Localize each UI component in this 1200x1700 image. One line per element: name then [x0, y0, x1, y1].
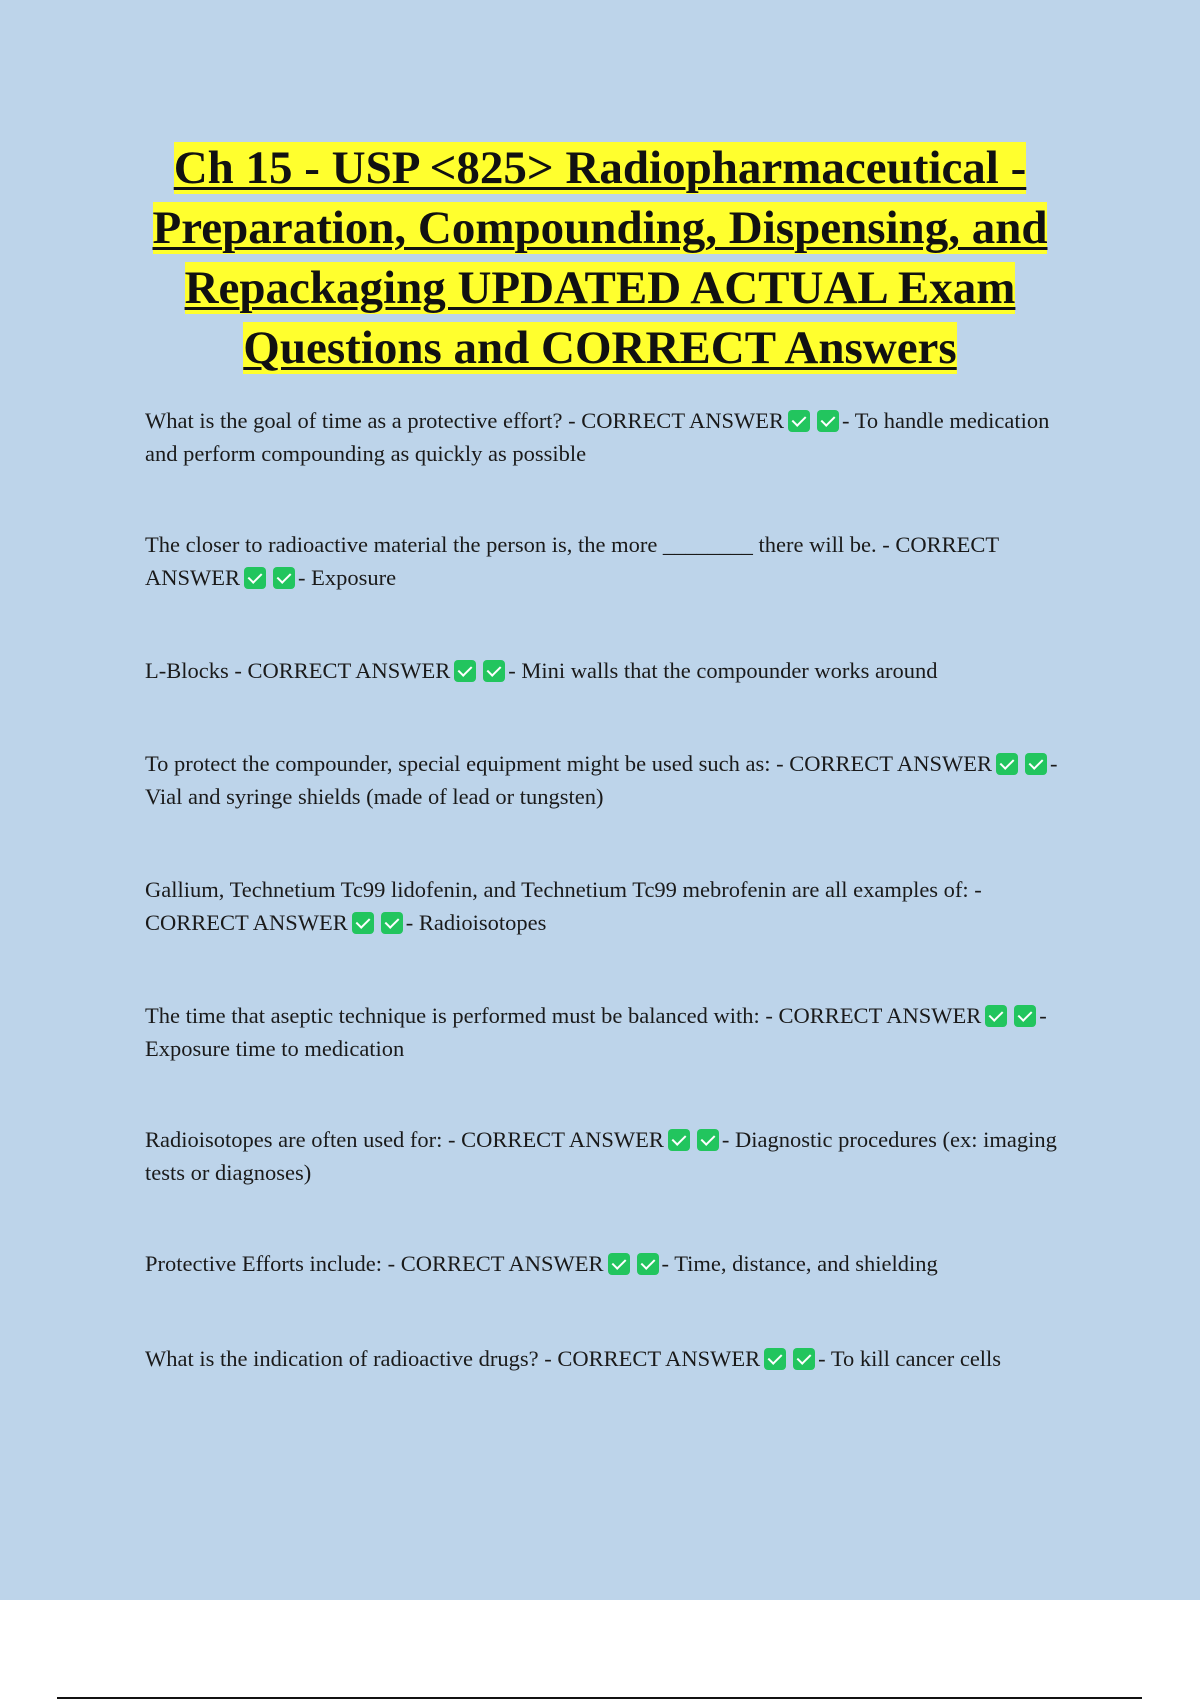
qa-item [145, 1247, 1085, 1280]
question-text: To protect the compounder, special equipment might be used such as: - [145, 751, 790, 776]
answer-text: - Time, distance, and shielding [661, 1251, 938, 1276]
check-icon [1025, 753, 1047, 775]
check-icon [637, 1253, 659, 1275]
correct-answer-label: CORRECT ANSWER [145, 910, 348, 935]
answer-text: - Radioisotopes [405, 910, 547, 935]
check-icon [764, 1348, 786, 1370]
question-text: What is the goal of time as a protective effort? - [145, 408, 582, 433]
qa-list [145, 404, 1085, 1375]
qa-item [145, 747, 1085, 813]
question-text: The time that aseptic technique is performed must be balanced with: - [145, 1003, 779, 1028]
check-icon [793, 1348, 815, 1370]
correct-answer-label: CORRECT ANSWER [461, 1127, 664, 1152]
check-icon [668, 1129, 690, 1151]
question-text: The closer to radioactive material the person is, the more ________ there will be. - [145, 532, 896, 557]
answer-text: - Exposure [298, 565, 397, 590]
qa-item [145, 1123, 1085, 1189]
check-icon [454, 660, 476, 682]
footer-divider [57, 1697, 1142, 1699]
qa-item [145, 873, 1085, 939]
check-icon [273, 567, 295, 589]
qa-item [145, 1342, 1085, 1375]
check-icon [985, 1005, 1007, 1027]
check-icon [1014, 1005, 1036, 1027]
qa-item [145, 654, 1085, 687]
answer-text: - Diagnostic procedures (ex: imaging tests or diagnoses) [145, 1127, 1057, 1185]
check-icon [697, 1129, 719, 1151]
check-icon [483, 660, 505, 682]
qa-item [145, 404, 1085, 470]
question-text: Gallium, Technetium Tc99 lidofenin, and Technetium Tc99 mebrofenin are all examples of: - [145, 877, 982, 902]
correct-answer-label: CORRECT ANSWER [778, 1003, 982, 1028]
question-text: What is the indication of radioactive drugs? - [145, 1346, 558, 1371]
document-title [110, 138, 1090, 378]
correct-answer-label: CORRECT ANSWER [557, 1346, 761, 1371]
question-text: Radioisotopes are often used for: - [145, 1127, 462, 1152]
answer-text: - To kill cancer cells [818, 1346, 1002, 1371]
qa-item [145, 528, 1085, 594]
answer-text: - Mini walls that the compounder works around [508, 658, 938, 683]
check-icon [244, 567, 266, 589]
correct-answer-label: CORRECT ANSWER [400, 1251, 604, 1276]
check-icon [381, 912, 403, 934]
correct-answer-label: CORRECT ANSWER [247, 658, 451, 683]
answer-text: - Vial and syringe shields (made of lead or tungsten) [145, 751, 1058, 809]
correct-answer-label: CORRECT ANSWER [145, 532, 999, 590]
question-text: L-Blocks - [145, 658, 248, 683]
correct-answer-label: CORRECT ANSWER [581, 408, 785, 433]
correct-answer-label: CORRECT ANSWER [789, 751, 992, 776]
check-icon [817, 410, 839, 432]
answer-text: - Exposure time to medication [145, 1003, 1047, 1061]
answer-text: - To handle medication and perform compounding as quickly as possible [145, 408, 1050, 466]
check-icon [788, 410, 810, 432]
check-icon [996, 753, 1018, 775]
question-text: Protective Efforts include: - [145, 1251, 401, 1276]
qa-item [145, 999, 1085, 1065]
check-icon [608, 1253, 630, 1275]
title-highlight: Ch 15 - USP <825> Radiopharmaceutical - Preparation, Compounding, Dispensing, and Repackaging UPDATED ACTUAL Exam Questions and CORRECT Answers [152, 142, 1048, 374]
check-icon [352, 912, 374, 934]
